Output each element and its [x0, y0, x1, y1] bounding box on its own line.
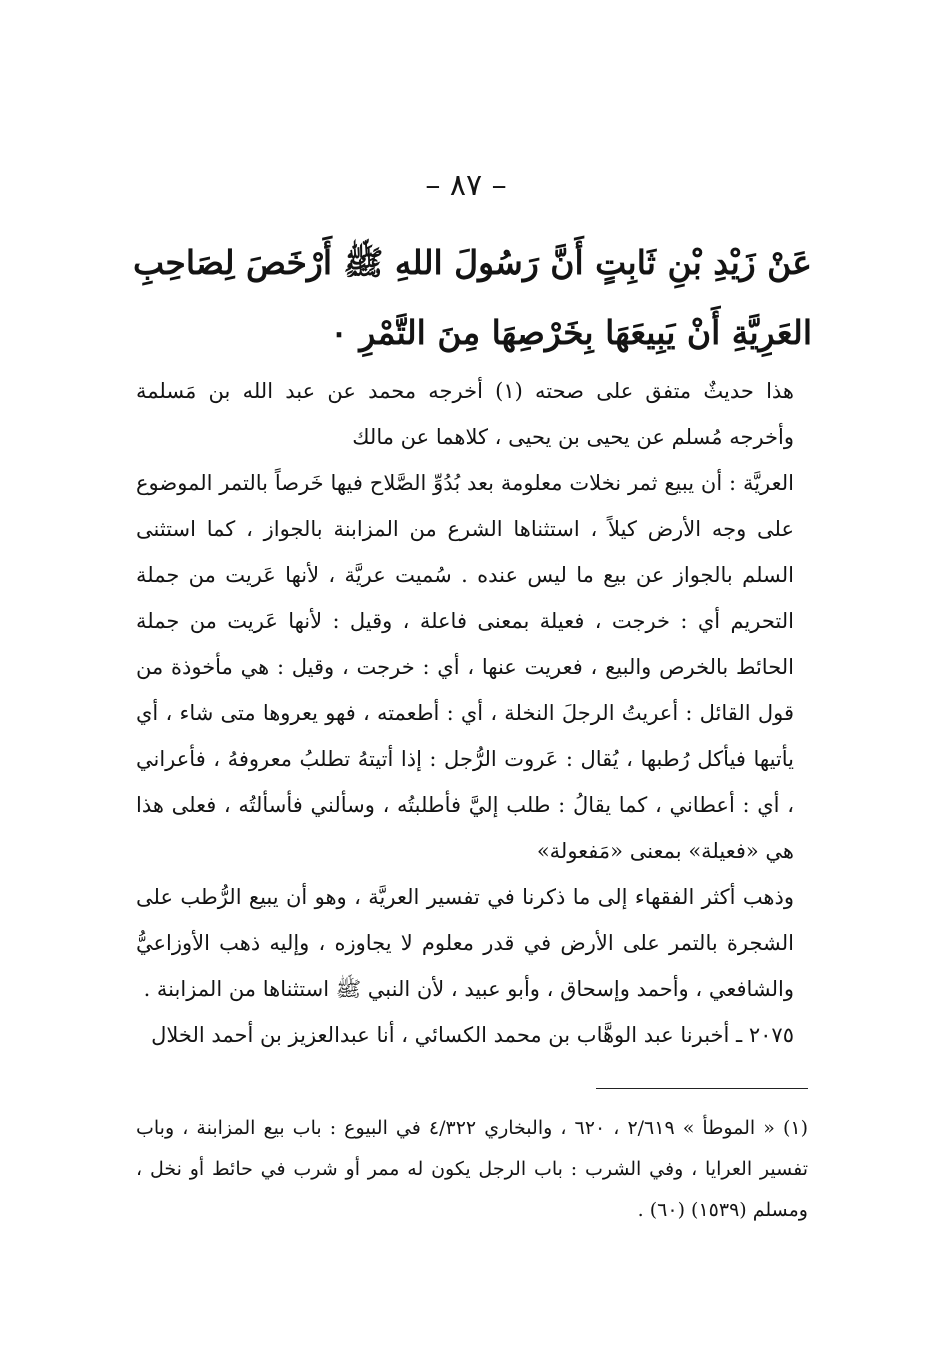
footnote [136, 1108, 808, 1231]
paragraph-jurists-opinion: وذهب أكثر الفقهاء إلى ما ذكرنا في تفسير العريَّة ، وهو أن يبيع الرُّطب على الشجرة بالتمر على الأرض في قدر معلوم لا يجاوزه ، وإليه ذهب الأوزاعيُّ والشافعي ، وأحمد وإسحاق ، وأبو عبيد ، لأن النبي ﷺ استثناها من المزابنة . [136, 885, 794, 1001]
footnote-separator [596, 1088, 808, 1089]
paragraph-next-hadith-chain: ٢٠٧٥ ـ أخبرنا عبد الوهَّاب بن محمد الكسائي ، أنا عبدالعزيز بن أحمد الخلال [151, 1023, 794, 1047]
paragraph-authentication: هذا حديثٌ متفق على صحته (١) أخرجه محمد عن عبد الله بن مَسلمة وأخرجه مُسلم عن يحيى بن يحيى ، كلاهما عن مالك [136, 379, 794, 449]
paragraph-ariyya-definition: العريَّة : أن يبيع ثمر نخلات معلومة بعد بُدُوِّ الصَّلاح فيها خَرصاً بالتمر الموضوع على وجه الأرض كيلاً ، استثناها الشرع من المزابنة بالجواز ، كما استثنى السلم بالجواز عن بيع ما ليس عنده . سُميت عريَّة ، لأنها عَريت من جملة التحريم أي : خرجت ، فعيلة بمعنى فاعلة ، وقيل : لأنها عَريت من جملة الحائط بالخرص والبيع ، فعريت عنها ، أي : خرجت ، وقيل : هي مأخوذة من قول القائل : أعريتُ الرجلَ النخلة ، أي : أطعمته ، فهو يعروها متى شاء ، أي يأتيها فيأكل رُطبها ، يُقال : عَروت الرُّجل : إذا أتيتهُ تطلبُ معروفهُ ، فأعراني ، أي : أعطاني ، كما يقالُ : طلب إليَّ فأطلبتُه ، وسألني فأسألتُه ، فعلى هذا هي «فعيلة» بمعنى «مَفعولة» [136, 471, 794, 863]
hadith-text: عَنْ زَيْدِ بْنِ ثَابِتٍ أَنَّ رَسُولَ اللهِ ﷺ أَرْخَصَ لِصَاحِبِ العَرِيَّةِ أَنْ يَبِيعَهَا بِخَرْصِهَا مِنَ التَّمْرِ ٠ [133, 243, 812, 352]
page-number: – ٨٧ – [425, 168, 507, 203]
footnote-text: (١) « الموطأ » ٢/٦١٩ ، ٦٢٠ ، والبخاري ٤/٣٢٢ في البيوع : باب بيع المزابنة ، وباب تفسير العرايا ، وفي الشرب : باب الرجل يكون له ممر أو شرب في حائط أو نخل ، ومسلم (١٥٣٩) (٦٠) . [136, 1117, 809, 1221]
commentary-body [136, 368, 794, 1058]
